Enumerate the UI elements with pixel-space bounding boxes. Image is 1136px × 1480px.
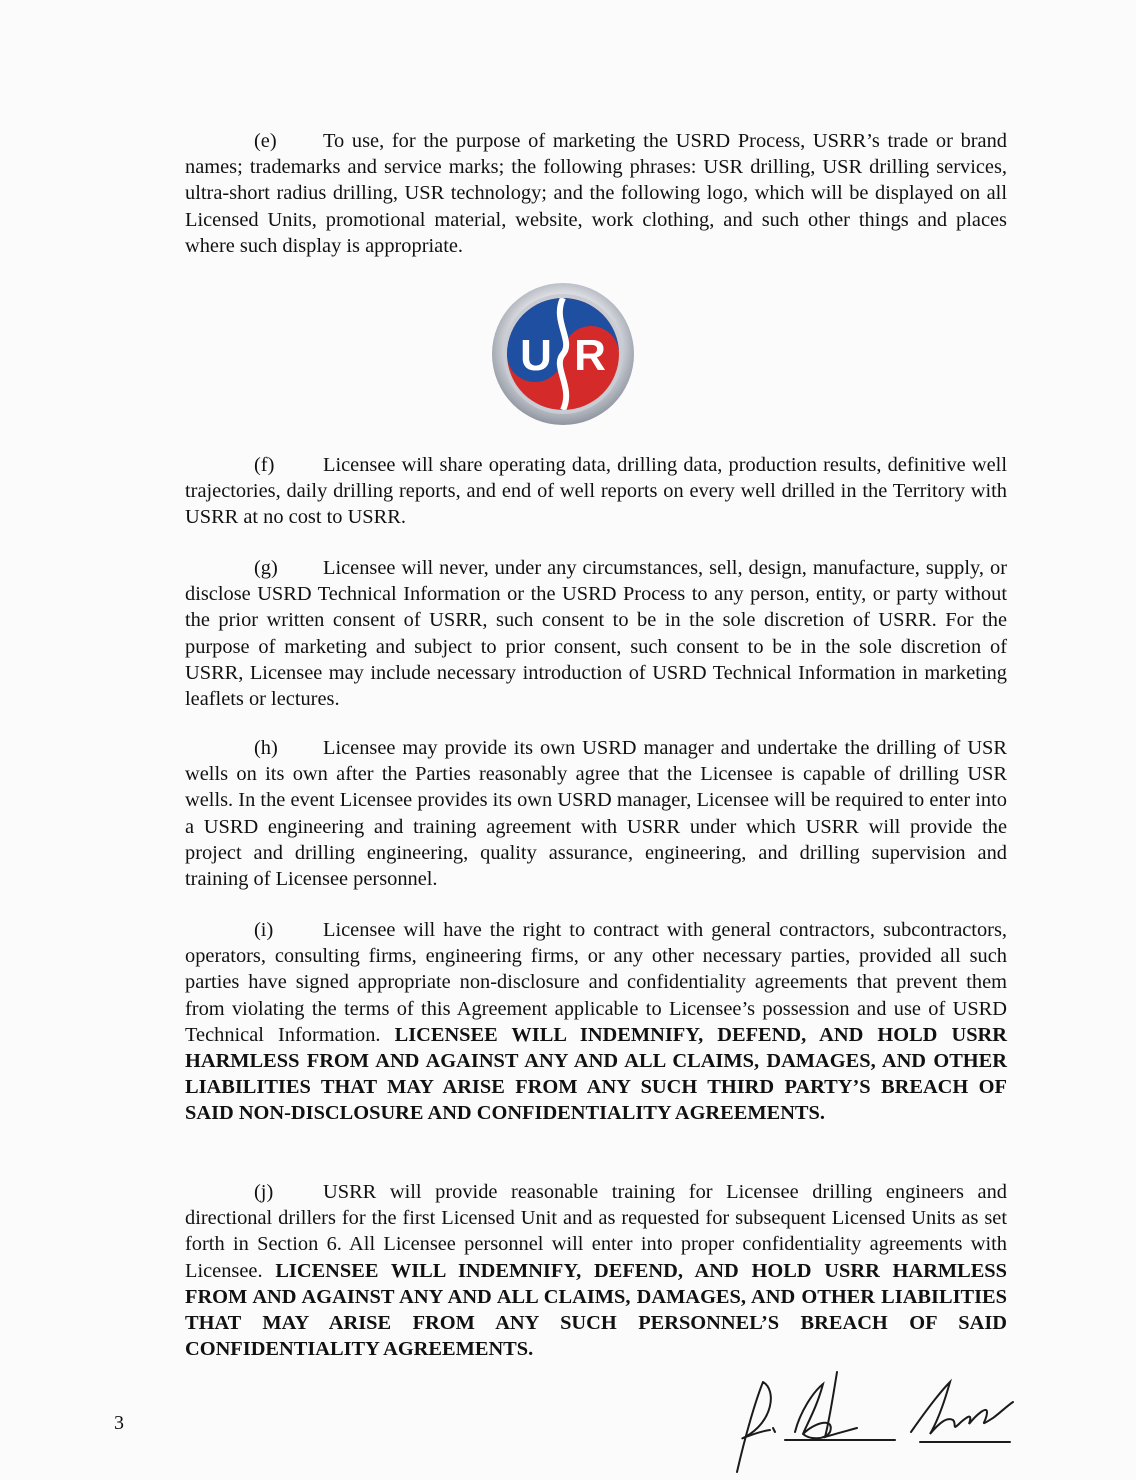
- paragraph-g-text: Licensee will never, under any circumstances, sell, design, manufacture, supply, or disclose USRD Technical Information or the USRD Process to any person, entity, or party without the prior written consent of USRR, such consent to be in the sole discretion of USRR. For the purpose of marketing and subject to prior consent, such consent to be in the sole discretion of USRR, Licensee may include necessary introduction of USRD Technical Information in marketing leaflets or lectures.: [185, 557, 1007, 711]
- logo-letter-u: U: [520, 331, 552, 380]
- paragraph-e-text: To use, for the purpose of marketing the USRD Process, USRR’s trade or brand names; trademarks and service marks; the following phrases: USR drilling, USR drilling services, ultra-short radius drilling, USR technology; and the following logo, which will be displayed on all Licensed Units, promotional material, website, work clothing, and such other things and places where such display is appropriate.: [185, 130, 1007, 257]
- paragraph-j-text: USRR will provide reasonable training for Licensee drilling engineers and directional drillers for the first Licensed Unit and as requested for subsequent Licensed Units as set forth in Section 6. All Licensee personnel will enter into proper confidentiality agreements with Licensee.: [185, 1181, 1007, 1282]
- paragraph-h-text: Licensee may provide its own USRD manager and undertake the drilling of USR wells on its own after the Parties reasonably agree that the Licensee is capable of drilling USR wells. In the event Licensee provides its own USRD manager, Licensee will be required to enter into a USRD engineering and training agreement with USRR under which USRR will provide the project and drilling engineering, quality assurance, engineering, and drilling supervision and training of Licensee personnel.: [185, 737, 1007, 891]
- paragraph-e-label: (e): [254, 130, 277, 152]
- paragraph-g-label: (g): [254, 557, 278, 579]
- paragraph-i: [185, 917, 1007, 1127]
- paragraph-f-label: (f): [254, 454, 275, 476]
- usr-logo: [490, 281, 636, 427]
- initials-signatures: [725, 1362, 1025, 1480]
- paragraph-j-label: (j): [254, 1181, 274, 1203]
- paragraph-i-text: Licensee will have the right to contract with general contractors, subcontractors, operators, consulting firms, engineering firms, or any other necessary parties, provided all such parties have signed appropriate non-disclosure and confidentiality agreements that prevent them from violating the terms of this Agreement applicable to Licensee’s possession and use of USRD Technical Information.: [185, 919, 1007, 1046]
- paragraph-i-label: (i): [254, 919, 274, 941]
- paragraph-f: [185, 452, 1007, 531]
- paragraph-j-indemnity: LICENSEE WILL INDEMNIFY, DEFEND, AND HOLD USRR HARMLESS FROM AND AGAINST ANY AND ALL CLAIMS, DAMAGES, AND OTHER LIABILITIES THAT MAY ARISE FROM ANY SUCH PERSONNEL’S BREACH OF SAID CONFIDENTIALITY AGREEMENTS.: [185, 1259, 1007, 1361]
- page-number: 3: [114, 1412, 124, 1434]
- paragraph-f-text: Licensee will share operating data, drilling data, production results, definitive well trajectories, daily drilling reports, and end of well reports on every well drilled in the Territory with USRR at no cost to USRR.: [185, 454, 1007, 529]
- logo-letter-r: R: [574, 331, 606, 380]
- paragraph-g: [185, 555, 1007, 712]
- paragraph-h-label: (h): [254, 737, 278, 759]
- paragraph-h: [185, 735, 1007, 892]
- paragraph-i-indemnity: LICENSEE WILL INDEMNIFY, DEFEND, AND HOLD USRR HARMLESS FROM AND AGAINST ANY AND ALL CLAIMS, DAMAGES, AND OTHER LIABILITIES THAT MAY ARISE FROM ANY SUCH THIRD PARTY’S BREACH OF SAID NON-DISCLOSURE AND CONFIDENTIALITY AGREEMENTS.: [185, 1023, 1007, 1125]
- paragraph-e: [185, 128, 1007, 259]
- paragraph-j: [185, 1179, 1007, 1362]
